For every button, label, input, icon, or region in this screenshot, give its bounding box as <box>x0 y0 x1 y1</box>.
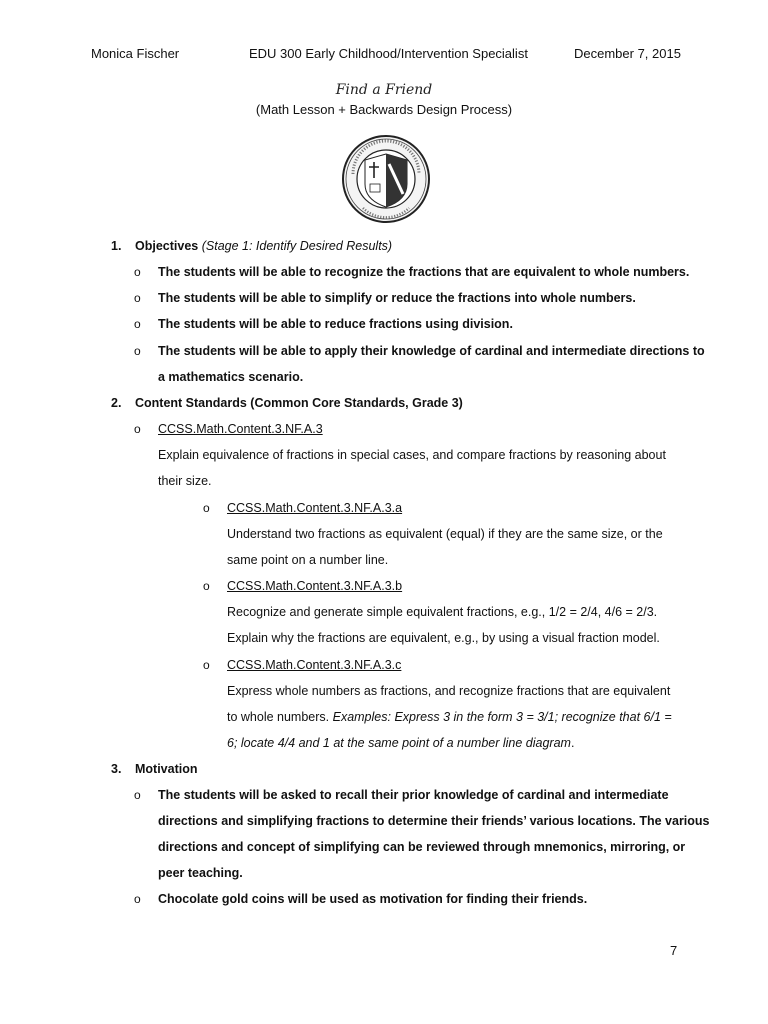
header-date: December 7, 2015 <box>574 46 681 61</box>
bullet-marker: o <box>134 265 141 279</box>
substandard-text <box>227 736 574 750</box>
substandard-text <box>227 710 672 724</box>
substandard-example: Examples: Express 3 in the form 3 = 3/1; recognize that 6/1 = <box>332 710 672 724</box>
list-item: Chocolate gold coins will be used as motivation for finding their friends. <box>158 892 588 906</box>
header-author: Monica Fischer <box>91 46 180 61</box>
standard-text: their size. <box>158 474 212 488</box>
section-heading <box>135 239 392 253</box>
section-note: (Stage 1: Identify Desired Results) <box>201 239 393 253</box>
section-number: 3. <box>111 762 122 776</box>
substandard-code: CCSS.Math.Content.3.NF.A.3.c <box>227 658 402 672</box>
section-title: Content Standards (Common Core Standards, Grade 3) <box>135 396 463 410</box>
standard-text: Explain equivalence of fractions in special cases, and compare fractions by reasoning about <box>158 448 666 462</box>
list-item: The students will be able to recognize the fractions that are equivalent to whole numbers. <box>158 265 690 279</box>
list-item-continuation: directions and simplifying fractions to determine their friends’ various locations. The various <box>158 814 710 828</box>
substandard-text: Express whole numbers as fractions, and recognize fractions that are equivalent <box>227 684 671 698</box>
bullet-marker: o <box>134 317 141 331</box>
bullet-marker: o <box>134 788 141 802</box>
bullet-marker: o <box>203 501 210 515</box>
list-item: The students will be able to simplify or reduce the fractions into whole numbers. <box>158 291 636 305</box>
substandard-text: Understand two fractions as equivalent (equal) if they are the same size, or the <box>227 527 663 541</box>
list-item: The students will be asked to recall their prior knowledge of cardinal and intermediate <box>158 788 669 802</box>
header-course: EDU 300 Early Childhood/Intervention Specialist <box>249 46 528 61</box>
bullet-marker: o <box>134 344 141 358</box>
substandard-text: Explain why the fractions are equivalent, e.g., by using a visual fraction model. <box>227 631 660 645</box>
list-item-continuation: a mathematics scenario. <box>158 370 304 384</box>
bullet-marker: o <box>134 422 141 436</box>
substandard-text-plain: to whole numbers. <box>227 710 333 724</box>
bullet-marker: o <box>203 658 210 672</box>
bullet-marker: o <box>203 579 210 593</box>
lesson-subtitle: (Math Lesson + Backwards Design Process) <box>255 102 513 117</box>
section-number: 2. <box>111 396 122 410</box>
bullet-marker: o <box>134 291 141 305</box>
section-number: 1. <box>111 239 122 253</box>
lesson-title: Find a Friend <box>335 82 433 98</box>
standard-code: CCSS.Math.Content.3.NF.A.3 <box>158 422 323 436</box>
section-title: Motivation <box>135 762 198 776</box>
section-title: Objectives <box>135 239 199 253</box>
list-item: The students will be able to reduce fractions using division. <box>158 317 513 331</box>
substandard-text-end: . <box>570 736 575 750</box>
bullet-marker: o <box>134 892 141 906</box>
list-item: The students will be able to apply their knowledge of cardinal and intermediate directions to <box>158 344 705 358</box>
substandard-code: CCSS.Math.Content.3.NF.A.3.b <box>227 579 403 593</box>
page-number: 7 <box>670 943 678 958</box>
substandard-code: CCSS.Math.Content.3.NF.A.3.a <box>227 501 403 515</box>
list-item-continuation: peer teaching. <box>158 866 243 880</box>
university-seal-logo <box>341 134 431 224</box>
substandard-example: 6; locate 4/4 and 1 at the same point of a number line diagram <box>227 736 571 750</box>
substandard-text: same point on a number line. <box>227 553 389 567</box>
list-item-continuation: directions and concept of simplifying can be reviewed through mnemonics, mirroring, or <box>158 840 686 854</box>
substandard-text: Recognize and generate simple equivalent fractions, e.g., 1/2 = 2/4, 4/6 = 2/3. <box>227 605 658 619</box>
